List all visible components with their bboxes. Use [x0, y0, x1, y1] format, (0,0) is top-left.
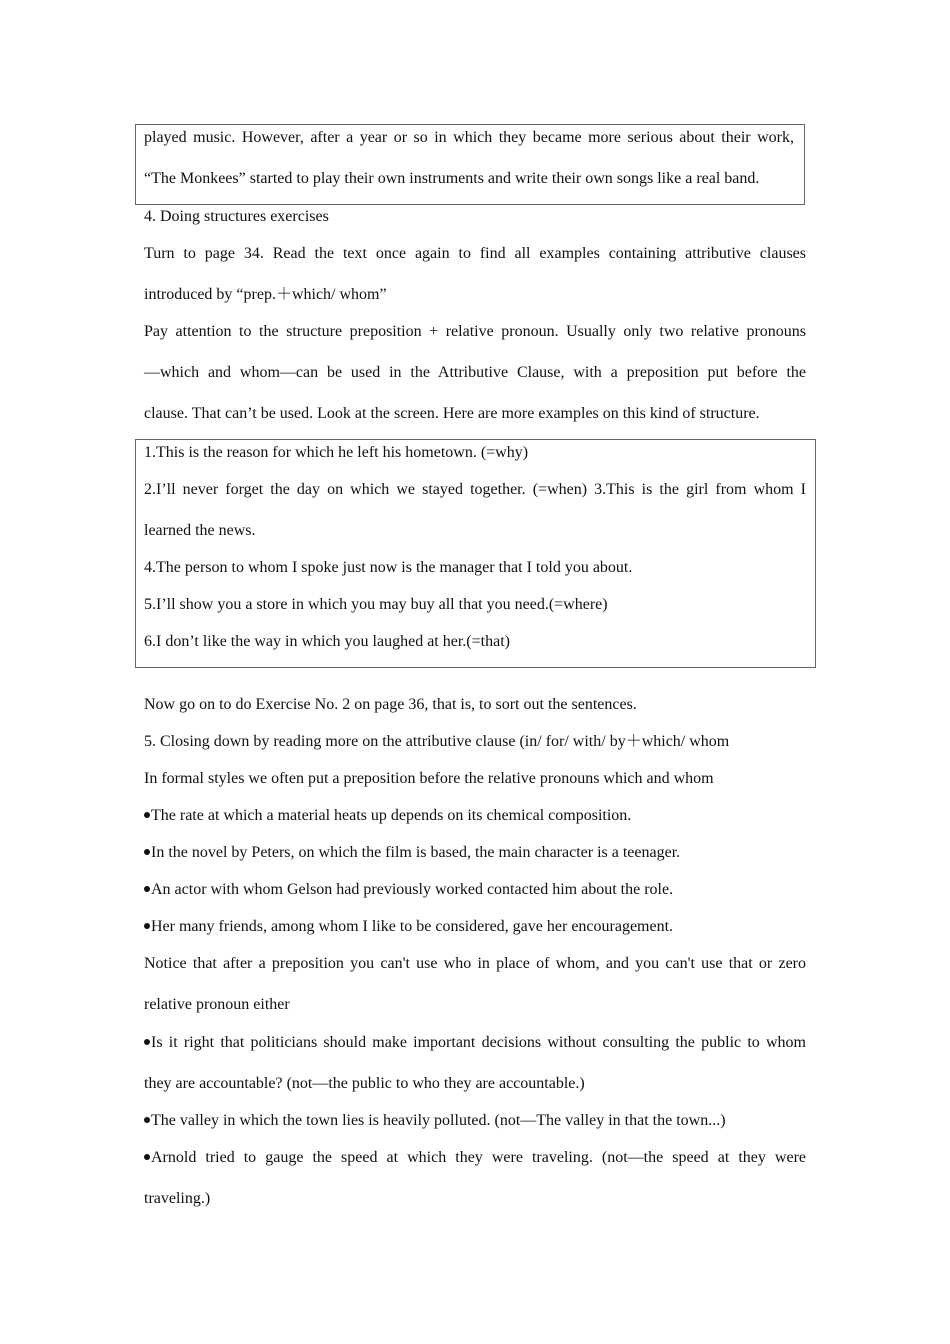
bullet-text: An actor with whom Gelson had previously worked contacted him about the role.: [151, 881, 674, 898]
bullet-item: [144, 843, 680, 863]
turn-line-2: introduced by “prep.＋which/ whom”: [144, 286, 387, 303]
example-5: 5.I’ll show you a store in which you may buy all that you need.(=where): [144, 596, 608, 613]
example-4: 4.The person to whom I spoke just now is the manager that I told you about.: [144, 559, 633, 576]
bullet-text: Her many friends, among whom I like to be considered, gave her encouragement.: [151, 918, 674, 935]
bullet-icon: [144, 1117, 150, 1123]
monkees-line-2: “The Monkees” started to play their own instruments and write their own songs like a real band.: [144, 170, 760, 187]
monkees-line-1: played music. However, after a year or so in which they became more serious about their work,: [144, 129, 794, 146]
bullet-item: [144, 1111, 726, 1131]
attention-line-2: —which and whom—can be used in the Attributive Clause, with a preposition put before the: [144, 364, 806, 381]
example-2-line-2: learned the news.: [144, 522, 256, 539]
notice-line-1: Notice that after a preposition you can't use who in place of whom, and you can't use that or zero: [144, 955, 806, 972]
bullet-item: [144, 806, 631, 826]
bullet-text: Is it right that politicians should make important decisions without consulting the public to whom: [151, 1034, 806, 1051]
bullet-icon: [144, 886, 150, 892]
bullet-text: The valley in which the town lies is heavily polluted. (not—The valley in that the town...): [151, 1112, 726, 1129]
formal-styles-note: In formal styles we often put a preposition before the relative pronouns which and whom: [144, 770, 714, 787]
attention-line-1: Pay attention to the structure preposition + relative pronoun. Usually only two relative pronouns: [144, 323, 806, 340]
bullet-item: [144, 880, 673, 900]
example-2-line-1: 2.I’ll never forget the day on which we stayed together. (=when) 3.This is the girl from whom I: [144, 481, 806, 498]
bullet-icon: [144, 1154, 150, 1160]
attention-line-3: clause. That can’t be used. Look at the screen. Here are more examples on this kind of structure.: [144, 405, 760, 422]
example-6: 6.I don’t like the way in which you laughed at her.(=that): [144, 633, 510, 650]
bullet-item: [144, 917, 673, 937]
bullet-text: In the novel by Peters, on which the film is based, the main character is a teenager.: [151, 844, 681, 861]
bullet-icon: [144, 812, 150, 818]
turn-line-1: Turn to page 34. Read the text once again to find all examples containing attributive clauses: [144, 245, 806, 262]
section-5-heading: 5. Closing down by reading more on the attributive clause (in/ for/ with/ by＋which/ whom: [144, 733, 730, 750]
example-1: 1.This is the reason for which he left his hometown. (=why): [144, 444, 529, 461]
bullet-text: Arnold tried to gauge the speed at which they were traveling. (not—the speed at they were: [151, 1149, 806, 1166]
bullet-7-line-1: [144, 1148, 806, 1168]
bullet-5-line-2: they are accountable? (not—the public to who they are accountable.): [144, 1075, 585, 1092]
notice-line-2: relative pronoun either: [144, 996, 290, 1013]
bullet-text: The rate at which a material heats up depends on its chemical composition.: [151, 807, 632, 824]
section-4-heading: 4. Doing structures exercises: [144, 208, 329, 225]
bullet-icon: [144, 1039, 150, 1045]
bullet-7-line-2: traveling.): [144, 1190, 211, 1207]
now-go-on: Now go on to do Exercise No. 2 on page 36, that is, to sort out the sentences.: [144, 696, 637, 713]
bullet-icon: [144, 923, 150, 929]
bullet-icon: [144, 849, 150, 855]
bullet-5-line-1: [144, 1033, 806, 1053]
